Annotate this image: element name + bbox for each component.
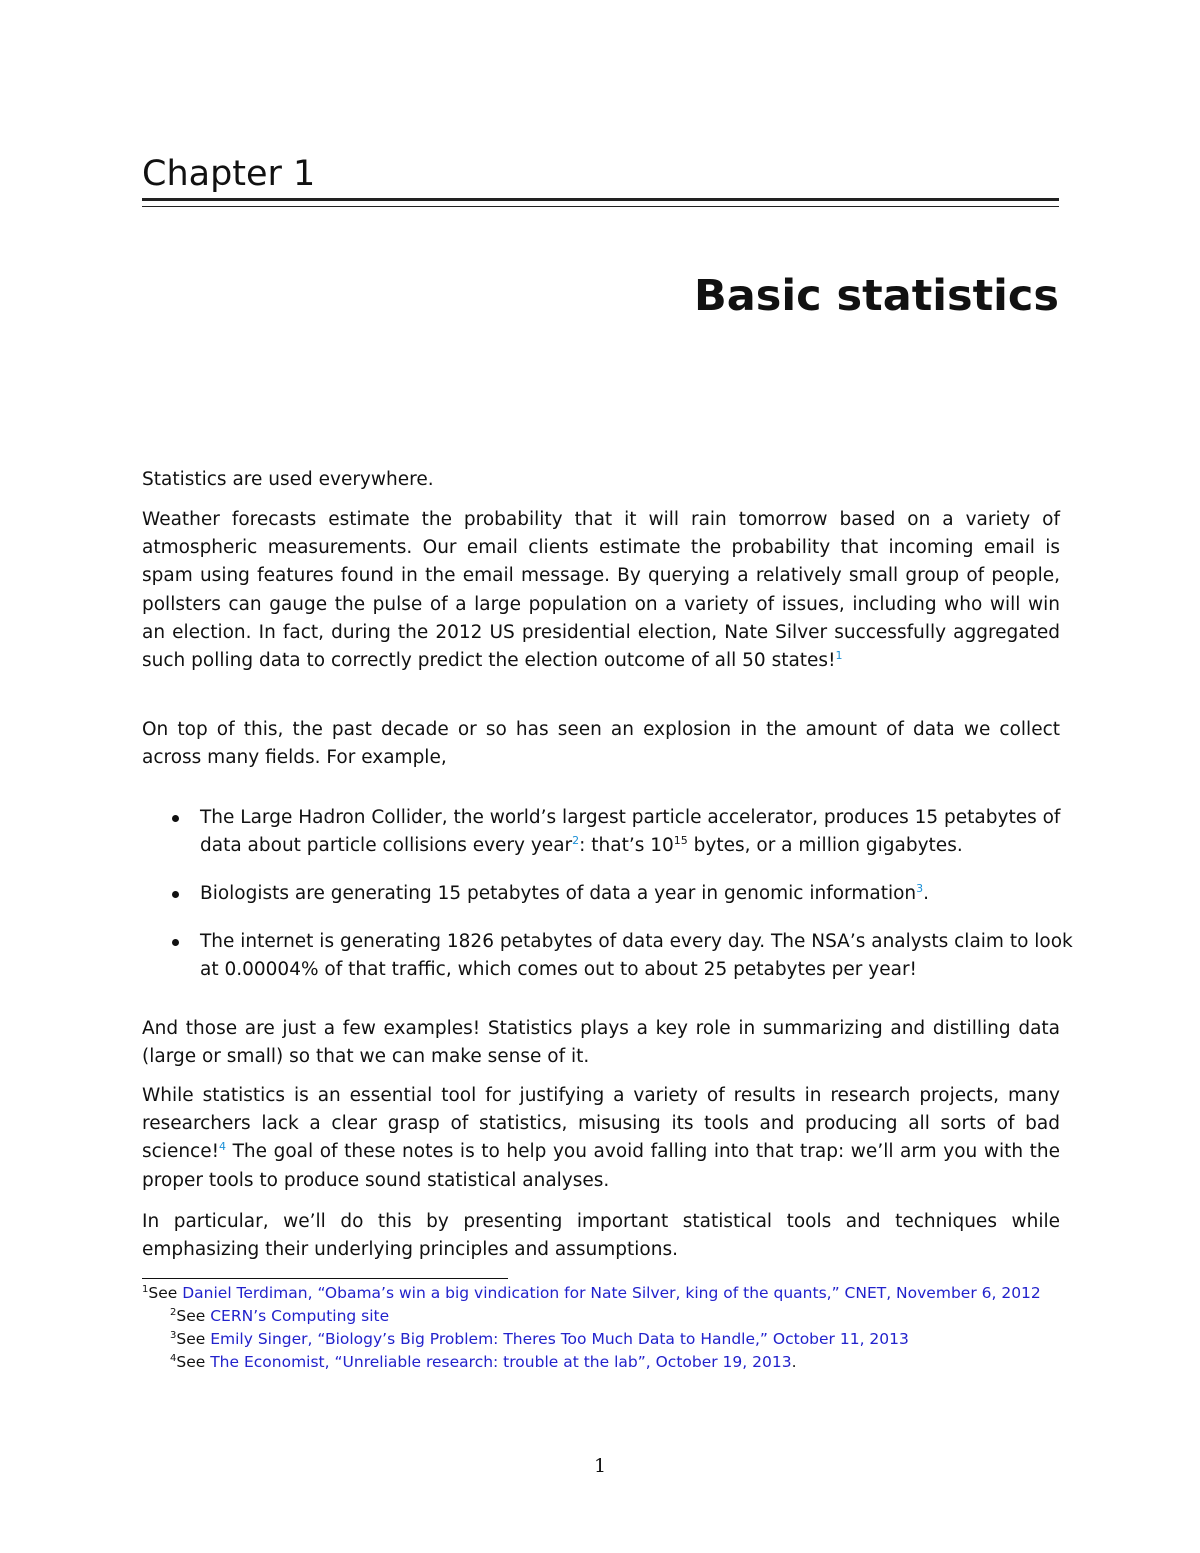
bad-science-block [142, 1082, 1060, 1195]
paragraph-intro: Statistics are used everywhere. [142, 469, 434, 490]
footnote-2-link[interactable]: CERN’s Computing site [210, 1307, 390, 1325]
list-item-internet-text: The internet is generating 1826 petabytes of data every day. The NSA’s analysts claim to look at 0.00004% of that traffic, which comes out to about 25 petabytes per year! [200, 931, 1073, 981]
footnotes [142, 1282, 1060, 1374]
footnote-3-prefix: See [176, 1330, 211, 1348]
lhc-exponent: 15 [673, 834, 688, 848]
footnote-3 [142, 1328, 1060, 1351]
lhc-text-c: bytes, or a million gigabytes. [687, 835, 963, 857]
footnote-rule [142, 1278, 508, 1279]
footnote-4-link[interactable]: The Economist, “Unreliable research: trouble at the lab”, October 19, 2013 [210, 1353, 792, 1371]
footnote-ref-2[interactable]: 2 [572, 834, 580, 848]
lhc-text-b: : that’s 10 [579, 835, 674, 857]
bullet-icon [172, 891, 179, 898]
list-item-internet [172, 928, 1080, 984]
bad-science-text-b: The goal of these notes is to help you avoid falling into that trap: we’ll arm you with the proper tools to produce sound statistical analyses. [142, 1141, 1060, 1191]
weather-block [142, 506, 1060, 675]
list-item-biology [172, 880, 1080, 908]
footnote-4-prefix: See [176, 1353, 211, 1371]
paragraph-particular: In particular, we’ll do this by presenting important statistical tools and techniques while emphasizing their underlying principles and assumptions. [142, 1211, 1060, 1261]
footnote-3-number: 3 [170, 1329, 177, 1341]
footnote-4-suffix: . [791, 1353, 797, 1371]
footnote-2 [142, 1305, 1060, 1328]
chapter-rule-thin [142, 206, 1059, 207]
biology-text-b: . [923, 883, 930, 904]
bullet-icon [172, 939, 179, 946]
footnote-1-link[interactable]: Daniel Terdiman, “Obama’s win a big vindication for Nate Silver, king of the quants,” CNET, November 6, 2012 [182, 1284, 1041, 1302]
bad-science-text-a: While statistics is an essential tool for justifying a variety of results in research projects, many researchers lack a clear grasp of statistics, misusing its tools and producing all sorts of bad science! [142, 1085, 1060, 1163]
page-number: 1 [593, 1455, 607, 1477]
footnote-ref-1[interactable]: 1 [835, 648, 843, 662]
paragraph-bad-science [142, 1082, 1060, 1195]
footnote-3-link[interactable]: Emily Singer, “Biology’s Big Problem: Theres Too Much Data to Handle,” October 11, 2013 [210, 1330, 909, 1348]
lhc-text-a: The Large Hadron Collider, the world’s largest particle accelerator, produces 15 petabytes of data about particle collisions every year [200, 807, 1061, 857]
chapter-title: Basic statistics [693, 271, 1059, 321]
paragraph-weather [142, 506, 1060, 675]
footnote-1 [142, 1282, 1060, 1305]
footnote-1-prefix: See [148, 1284, 183, 1302]
chapter-rule-thick [142, 198, 1059, 201]
list-item-lhc-text [200, 804, 1080, 860]
footnote-2-prefix: See [176, 1307, 211, 1325]
footnote-1-number: 1 [142, 1283, 149, 1295]
footnote-4-number: 4 [170, 1352, 177, 1364]
paragraph-explosion: On top of this, the past decade or so has seen an explosion in the amount of data we collect across many fields. For example, [142, 719, 1060, 769]
explosion-block [142, 716, 1060, 772]
paragraph-weather-text: Weather forecasts estimate the probability that it will rain tomorrow based on a variety of atmospheric measurements. Our email clients estimate the probability that incoming email is spam using features found in the email message. By querying a relatively small group of people, pollsters can gauge the pulse of a large population on a variety of issues, including who will win an election. In fact, during the 2012 US presidential election, Nate Silver successfully aggregated such polling data to correctly predict the election outcome of all 50 states! [142, 509, 1060, 672]
intro-block [142, 466, 1060, 494]
footnote-2-number: 2 [170, 1306, 177, 1318]
paragraph-examples-summary: And those are just a few examples! Statistics plays a key role in summarizing and distilling data (large or small) so that we can make sense of it. [142, 1018, 1060, 1068]
footnote-ref-4[interactable]: 4 [219, 1140, 227, 1154]
footnote-4 [142, 1351, 1060, 1374]
biology-text-a: Biologists are generating 15 petabytes of data a year in genomic information [200, 883, 917, 904]
footnote-ref-3[interactable]: 3 [916, 881, 924, 895]
examples-summary-block [142, 1015, 1060, 1071]
list-item-lhc [172, 804, 1080, 860]
particular-block [142, 1208, 1060, 1264]
chapter-label: Chapter 1 [142, 154, 316, 194]
bullet-icon [172, 815, 179, 822]
list-item-biology-text [200, 880, 1080, 908]
